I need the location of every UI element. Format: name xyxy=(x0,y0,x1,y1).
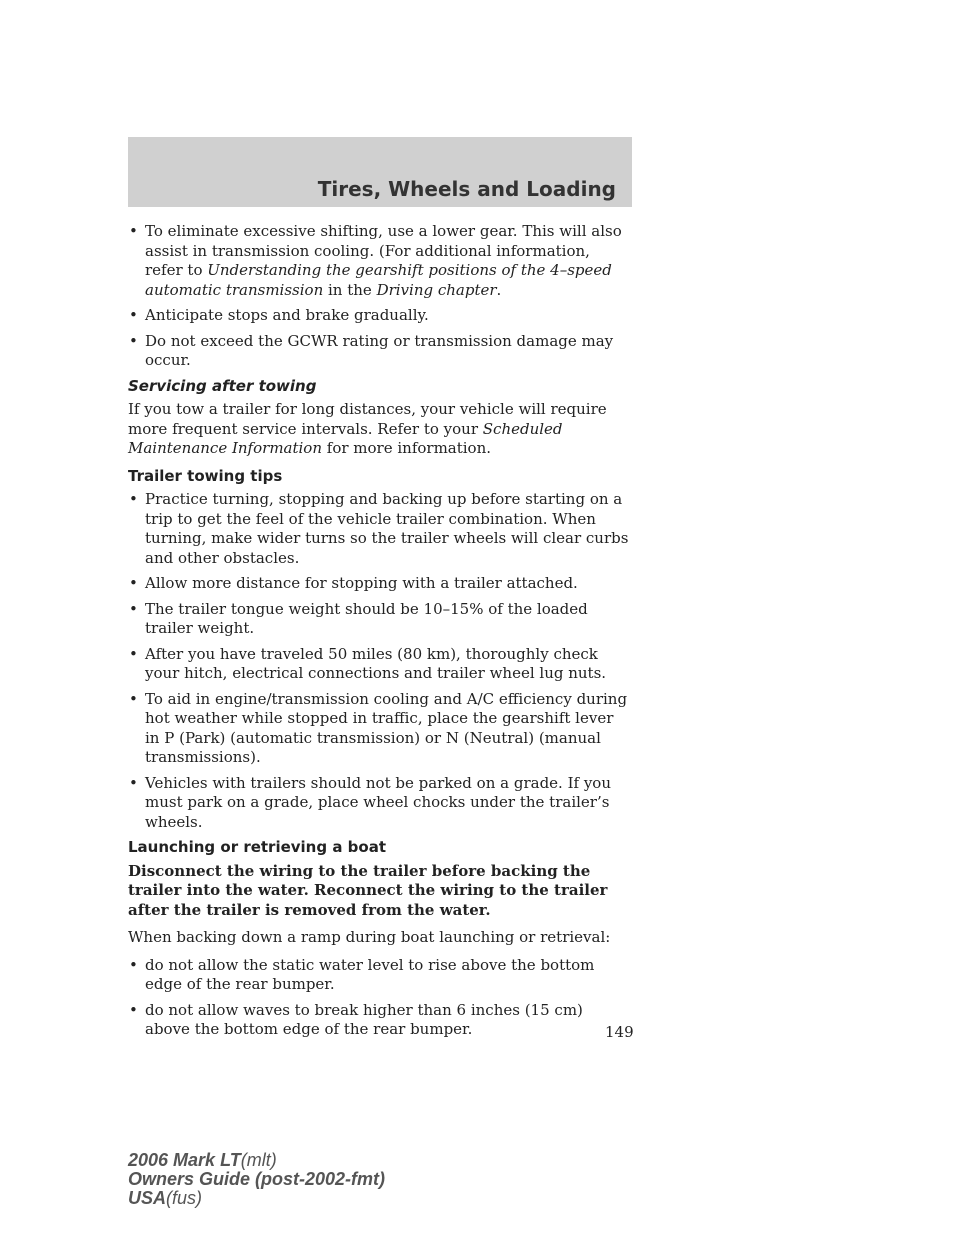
list-item: • do not allow waves to break higher than 6 inches (15 cm) above the bottom edge of the rear bumper. xyxy=(128,1001,632,1040)
footer-line xyxy=(128,1170,385,1189)
footer-code: (mlt) xyxy=(240,1150,277,1170)
list-item: • Anticipate stops and brake gradually. xyxy=(128,306,632,326)
list-item: • do not allow the static water level to rise above the bottom edge of the rear bumper. xyxy=(128,956,632,995)
page-content xyxy=(128,222,632,1046)
boat-intro: When backing down a ramp during boat launching or retrieval: xyxy=(128,928,611,946)
footer-model: 2006 Mark LT xyxy=(128,1150,241,1170)
reference-italic: Scheduled Maintenance Information xyxy=(128,419,563,457)
servicing-paragraph xyxy=(128,400,632,459)
heading-tips: Trailer towing tips xyxy=(128,466,283,485)
footer-code: (fus) xyxy=(166,1188,203,1208)
footer-line xyxy=(128,1151,385,1170)
paragraph-text: for more information. xyxy=(322,439,492,457)
paragraph-text: If you tow a trailer for long distances, your vehicle will require more frequent service intervals. Refer to your xyxy=(128,400,607,438)
tips-bullet-list xyxy=(128,490,632,832)
list-item xyxy=(128,222,632,300)
footer-market: USA xyxy=(128,1188,167,1208)
intro-bullet-list xyxy=(128,222,632,371)
section-title: Tires, Wheels and Loading xyxy=(317,177,616,201)
reference-italic: Understanding the gearshift positions of the 4–speed automatic transmission xyxy=(145,261,612,299)
boat-warning: Disconnect the wiring to the trailer before backing the trailer into the water. Reconnect the wiring to the trailer after the trailer is removed from the water. xyxy=(128,861,608,919)
list-item: • Do not exceed the GCWR rating or transmission damage may occur. xyxy=(128,332,632,371)
bullet-text: in the xyxy=(323,280,377,299)
list-item: • The trailer tongue weight should be 10–15% of the loaded trailer weight. xyxy=(128,600,632,639)
bullet-text: . xyxy=(496,280,502,299)
footer-line xyxy=(128,1189,385,1208)
list-item: • Practice turning, stopping and backing up before starting on a trip to get the feel of the vehicle trailer combination. When turning, make wider turns so the trailer wheels will clear curbs and other obstacles. xyxy=(128,490,632,568)
header-band xyxy=(128,137,632,207)
bullet-text: To eliminate excessive shifting, use a lower gear. This will also assist in transmission cooling. (For additional information, refer to xyxy=(145,222,622,279)
list-item: • To aid in engine/transmission cooling and A/C efficiency during hot weather while stopped in traffic, place the gearshift lever in P (Park) (automatic transmission) or N (Neutral) (manual transmissions). xyxy=(128,690,632,768)
document-footer xyxy=(128,1151,385,1208)
reference-italic: Driving chapter xyxy=(376,280,497,299)
heading-boat: Launching or retrieving a boat xyxy=(128,838,387,856)
list-item: • Allow more distance for stopping with a trailer attached. xyxy=(128,574,632,594)
page-number: 149 xyxy=(605,1023,634,1041)
footer-guide: Owners Guide (post-2002-fmt) xyxy=(128,1169,386,1189)
list-item: • After you have traveled 50 miles (80 km), thoroughly check your hitch, electrical connections and trailer wheel lug nuts. xyxy=(128,645,632,684)
list-item: • Vehicles with trailers should not be parked on a grade. If you must park on a grade, place wheel chocks under the trailer’s wheels. xyxy=(128,774,632,833)
boat-bullet-list xyxy=(128,956,632,1040)
heading-servicing: Servicing after towing xyxy=(128,376,317,395)
